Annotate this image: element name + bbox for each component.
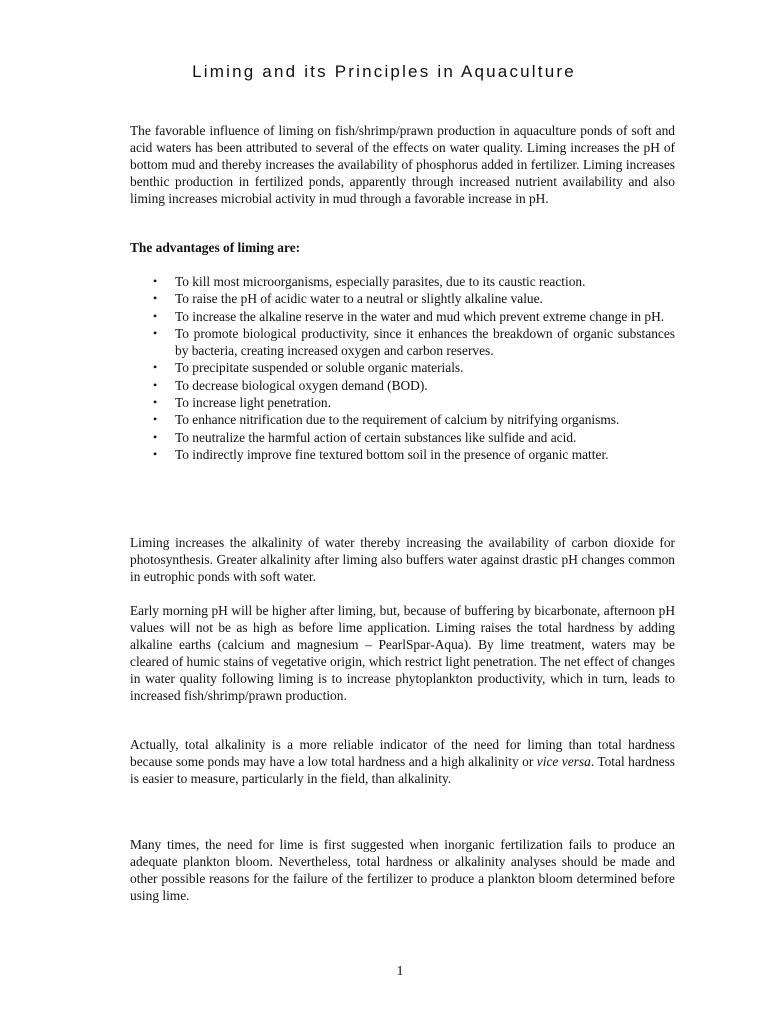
list-item-text: To kill most microorganisms, especially parasites, due to its caustic reaction. [175, 274, 586, 289]
intro-paragraph: The favorable influence of liming on fish/shrimp/prawn production in aquaculture ponds of soft and acid waters has been attributed to several of the effects on water quality. Liming increases the pH of bottom mud and thereby increases the availability of phosphorus added in fertilizer. Liming increases benthic production in fertilized ponds, apparently through increased nutrient availability and also liming increases microbial activity in mud through a favorable increase in pH. [130, 123, 675, 206]
list-item [130, 359, 675, 376]
list-item-text: To indirectly improve fine textured bottom soil in the presence of organic matter. [175, 446, 609, 462]
bullet-icon: • [153, 429, 158, 444]
bullet-icon: • [153, 446, 158, 461]
bullet-icon: • [153, 291, 158, 306]
list-item-text: To neutralize the harmful action of certain substances like sulfide and acid. [175, 429, 577, 445]
lime-need-paragraph: Many times, the need for lime is first suggested when inorganic fertilization fails to produce an adequate plankton bloom. Nevertheless, total hardness or alkalinity analyses should be made and other possible reasons for the failure of the fertilizer to produce a plankton bloom determined before using lime. [130, 837, 675, 903]
bullet-icon: • [153, 412, 158, 427]
list-item-text: To raise the pH of acidic water to a neutral or slightly alkaline value. [175, 291, 543, 307]
bullet-icon: • [153, 325, 158, 340]
list-item [130, 308, 675, 325]
list-item-text: To precipitate suspended or soluble organic materials. [175, 360, 464, 376]
list-item-text: To increase the alkaline reserve in the water and mud which prevent extreme change in pH. [175, 308, 665, 324]
alkalinity-paragraph: Liming increases the alkalinity of water thereby increasing the availability of carbon dioxide for photosynthesis. Greater alkalinity after liming also buffers water against drastic pH changes common in eutrophic ponds with soft water. [130, 535, 675, 584]
bullet-icon: • [153, 395, 158, 410]
list-item [130, 377, 675, 394]
list-item [130, 290, 675, 307]
advantages-heading: The advantages of liming are: [130, 240, 301, 255]
hardness-text-end: . Total hardness is easier to measure, particularly in the field, than alkalinity. [130, 754, 675, 786]
page-number: 1 [396, 964, 404, 979]
list-item-text: To enhance nitrification due to the requirement of calcium by nitrifying organisms. [175, 412, 620, 428]
morning-ph-paragraph: Early morning pH will be higher after liming, but, because of buffering by bicarbonate, afternoon pH values will not be as high as before lime application. Liming raises the total hardness by adding alkaline earths (calcium and magnesium – PearlSpar-Aqua). By lime treatment, waters may be cleared of humic stains of vegetative origin, which restrict light penetration. The net effect of changes in water quality following liming is to increase phytoplankton productivity, which in turn, leads to increased fish/shrimp/prawn production. [130, 603, 675, 703]
bullet-icon: • [153, 308, 158, 323]
list-item [130, 429, 675, 446]
bullet-icon: • [153, 274, 158, 288]
list-item-text: To promote biological productivity, since it enhances the breakdown of organic substances by bacteria, creating increased oxygen and carbon reserves. [175, 325, 675, 359]
italic-phrase: vice versa [536, 754, 591, 769]
list-item-text: To increase light penetration. [175, 395, 331, 411]
list-item [130, 325, 675, 360]
bullet-icon: • [153, 377, 158, 392]
list-item-text: To decrease biological oxygen demand (BOD). [175, 377, 428, 393]
list-item [130, 394, 675, 411]
page-title: Liming and its Principles in Aquaculture [192, 62, 576, 81]
list-item [130, 411, 675, 428]
list-item [130, 273, 675, 290]
hardness-text-start: Actually, total alkalinity is a more reliable indicator of the need for liming than total hardness because some ponds may have a low total hardness and a high alkalinity or [130, 737, 675, 769]
advantages-list [130, 273, 675, 463]
bullet-icon: • [153, 360, 158, 375]
hardness-paragraph [130, 736, 675, 787]
list-item [130, 446, 675, 463]
